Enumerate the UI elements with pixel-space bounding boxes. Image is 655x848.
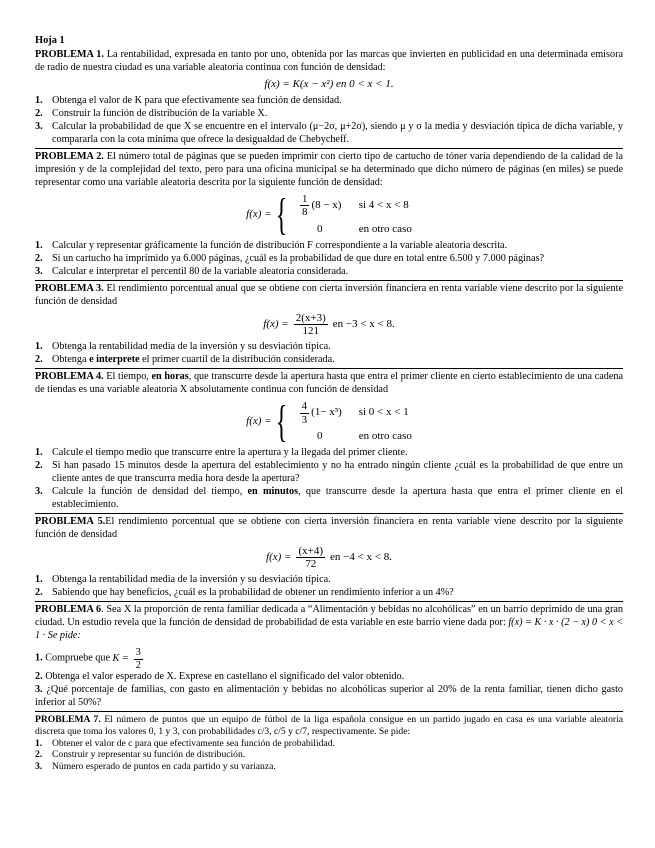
- left-brace: {: [275, 397, 287, 447]
- problem-4-list: [35, 447, 623, 512]
- list-item: 1. Obtenga la rentabilidad media de la inversión y su desviación típica.: [35, 341, 331, 353]
- problem-2-list: [35, 240, 623, 279]
- problem-3-title: PROBLEMA 3.: [35, 282, 104, 294]
- list-item: 2. Si un cartucho ha imprimido ya 6.000 páginas, ¿cuál es la probabilidad de que dure en total entre 6.500 y 7.000 páginas?: [35, 252, 544, 264]
- list-item: 1. Obtener el valor de c para que efectivamente sea función de probabilidad.: [35, 737, 335, 749]
- problem-1-text: La rentabilidad, expresada en tanto por uno, obtenida por las marcas que invierten en publicidad en una determinada emisora de radio de nuestra ciudad es una variable aleatoria continua con función de densidad:: [35, 49, 623, 74]
- problem-6-item-1: 1. Compruebe que K = $\frac{3}{2}$: [35, 646, 141, 671]
- problem-3-text: El rendimiento porcentual anual que se obtiene con cierta inversión financiera en renta variable viene descrito por la siguiente función de densidad: [35, 282, 623, 307]
- problem-6-item-3: 3. ¿Qué porcentaje de familias, con gasto en alimentación y bebidas no alcohólicas superior al 20% de la renta familiar, tienen dicho gasto inferior al 50%?: [35, 684, 623, 709]
- problem-4-statement: PROBLEMA 4. El tiempo, en horas, que transcurre desde la apertura hasta que entra el primer cliente en cierto establecimiento de una cadena de tiendas es una variable aleatoria X absolutamente continua con función de densidad: [35, 370, 623, 395]
- problem-4-equation: f(x) = { $\frac{4}{3}$ (1− x³) si 0 < x < 1 0 en otro caso: [246, 397, 412, 447]
- list-item: 3. Número esperado de puntos en cada partido y su varianza.: [35, 760, 276, 772]
- problem-2-statement: [35, 151, 623, 190]
- problem-3-statement: [35, 283, 623, 309]
- problem-7: [35, 711, 623, 774]
- problem-3-equation: f(x) = $\frac{2(x+3)}{121}$ en −3 < x < 8.: [263, 311, 395, 338]
- list-item: 1. Obtenga la rentabilidad media de la inversión y su desviación típica.: [35, 574, 331, 586]
- problem-7-list: [35, 738, 623, 773]
- problem-2: [35, 148, 623, 280]
- list-item: 2. Sabiendo que hay beneficios, ¿cuál es la probabilidad de obtener un rendimiento inferior a un 4%?: [35, 587, 454, 599]
- list-item: 1. Calcular y representar gráficamente la función de distribución F correspondiente a la variable aleatoria descrita.: [35, 240, 508, 251]
- list-item: 3. Calcular la probabilidad de que X se encuentre en el intervalo (μ−2σ, μ+2σ), siendo μ y σ la media y desviación típica de dicha variable, y compararla con la cota mínima que ofrece la desigualdad de Chebycheff.: [35, 120, 623, 145]
- problem-5-title: PROBLEMA 5.: [35, 515, 106, 527]
- list-item: 3. Calcular e interpretar el percentil 80 de la variable aleatoria considerada.: [35, 265, 349, 277]
- problem-6-equation: f(x) = K · x · (2 − x) 0 < x < 1 · Se pide:: [35, 616, 624, 641]
- list-item: 2. Construir y representar su función de distribución.: [35, 749, 246, 761]
- problem-5-text: El rendimiento porcentual que se obtiene con cierta inversión financiera en renta variable viene descrito por la siguiente función de densidad: [35, 515, 623, 540]
- list-item: 2. Si han pasado 15 minutos desde la apertura del establecimiento y no ha entrado ningún cliente ¿cuál es la probabilidad de que entre un cliente antes de que transcurra media hora desde la apertura?: [35, 460, 623, 485]
- problem-7-text: El número de puntos que un equipo de fútbol de la liga española consigue en un partido jugado en casa es una variable aleatoria discreta que toma los valores 0, 1 y 3, con probabilidades c/3, c/5 y c/7, respectivamente. Se pide:: [35, 714, 624, 737]
- problem-5-equation: f(x) = $\frac{(x+4)}{72}$ en −4 < x < 8.: [266, 544, 392, 571]
- problem-5-statement: [35, 516, 623, 542]
- problem-3-list: [35, 341, 623, 367]
- problem-6-text: . Sea X la proporción de renta familiar dedicada a “Alimentación y bebidas no alcohólicas” en un barrio deprimido de una gran ciudad. Un estudio revela que la función de densidad de probabilidad de esta variable en este barrio viene dada por:: [35, 603, 623, 628]
- list-item: 2. Obtenga e interprete el primer cuartil de la distribución considerada.: [35, 354, 335, 365]
- problem-1-list: [35, 95, 623, 147]
- problem-7-title: PROBLEMA 7.: [35, 714, 101, 726]
- problem-1: [35, 47, 623, 148]
- problem-4-title: PROBLEMA 4.: [35, 370, 104, 382]
- problem-2-text: El número total de páginas que se pueden imprimir con cierto tipo de cartucho de tóner varía dependiendo de la calidad de la impresión y de la complejidad del texto, pero para una oficina municipal se ha determinado que dicho número de páginas (en miles) se puede representar como una variable aleatoria descrita por la siguiente función de densidad:: [35, 150, 624, 188]
- document-page: [35, 34, 623, 774]
- list-item: 1. Calcule el tiempo medio que transcurre entre la apertura y la llegada del primer cliente.: [35, 447, 408, 459]
- problem-6-title: PROBLEMA 6: [35, 603, 102, 615]
- problem-6: [35, 601, 623, 711]
- problem-1-statement: [35, 49, 623, 75]
- problem-5-list: [35, 574, 623, 600]
- problem-6-statement: [35, 604, 623, 643]
- problem-1-title: PROBLEMA 1.: [35, 49, 104, 61]
- list-item: 3. Calcule la función de densidad del tiempo, en minutos, que transcurre desde la apertura hasta que entra el primer cliente en el establecimiento.: [35, 485, 624, 510]
- sheet-title: Hoja 1: [35, 35, 65, 46]
- problem-4: [35, 368, 623, 513]
- problem-2-equation: f(x) = { $\frac{1}{8}$ (8 − x) si 4 < x < 8 0 en otro caso: [246, 190, 412, 240]
- problem-3: [35, 280, 623, 368]
- problem-1-equation: f(x) = K(x − x²) en 0 < x < 1.: [264, 78, 394, 91]
- left-brace: {: [275, 190, 287, 240]
- problem-5: [35, 513, 623, 601]
- problem-7-statement: [35, 714, 623, 737]
- problem-6-item-2: 2. Obtenga el valor esperado de X. Exprese en castellano el significado del valor obtenido.: [35, 671, 405, 683]
- list-item: 1. Obtenga el valor de K para que efectivamente sea función de densidad.: [35, 95, 342, 107]
- problem-2-title: PROBLEMA 2.: [35, 150, 104, 162]
- list-item: 2. Construir la función de distribución de la variable X.: [35, 108, 268, 120]
